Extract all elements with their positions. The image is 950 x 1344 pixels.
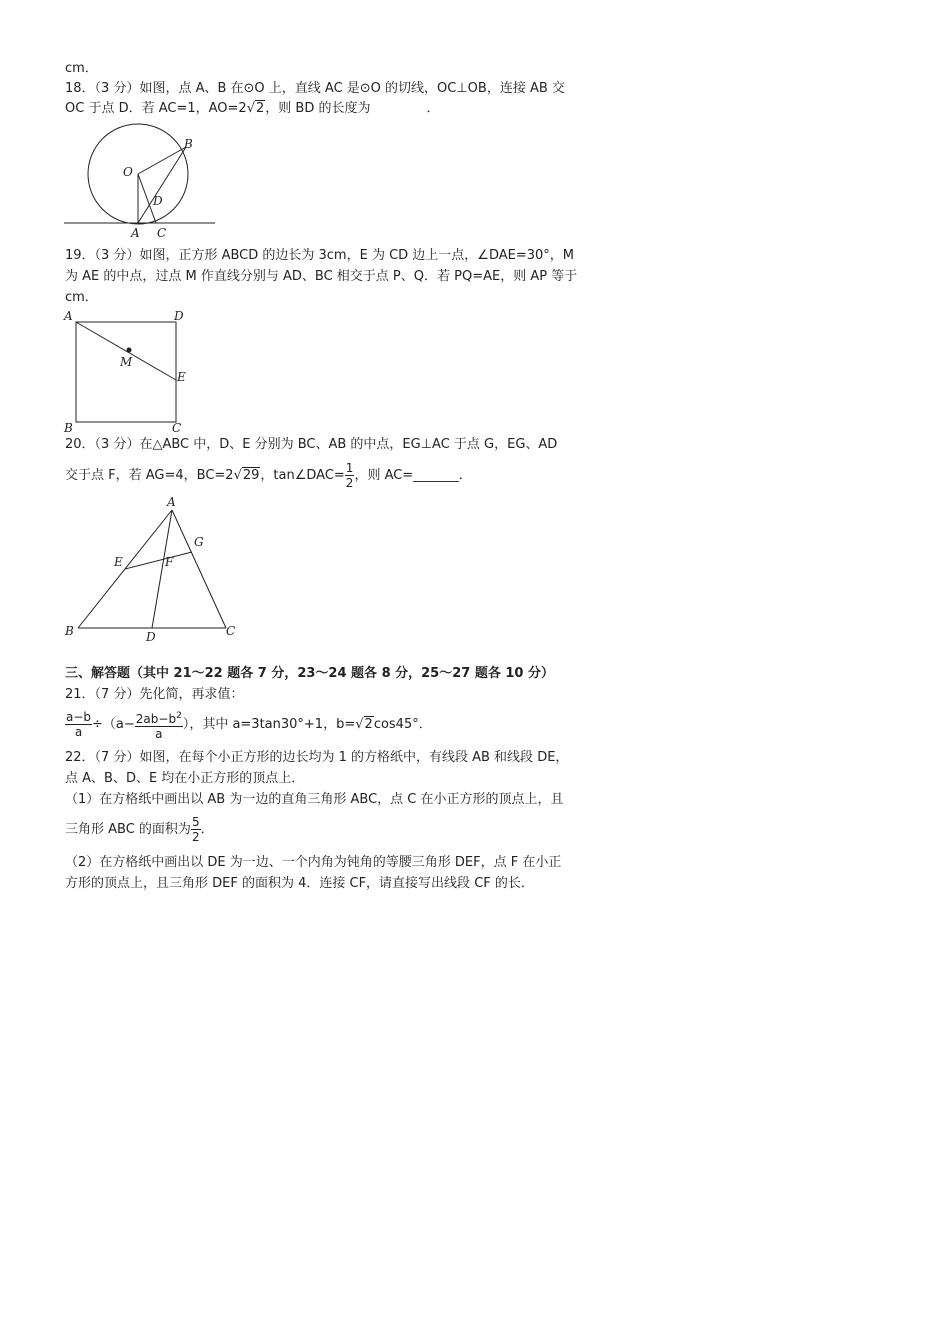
q20-frac-den: 2 [345,476,354,490]
q18-line2: OC 于点 D．若 AC=1，AO=2√2，则 BD 的长度为 ． [65,101,440,116]
q19-figure [60,308,200,433]
q19-label-m: M [120,355,133,369]
q18-label-c: C [157,226,167,240]
q19-line1: 19．（3 分）如图，正方形 ABCD 的边长为 3cm，E 为 CD 边上一点，∠DAE=30°，M [65,248,574,263]
q20-line1: 20．（3 分）在△ABC 中，D、E 分别为 BC、AB 的中点，EG⊥AC 于点 G，EG、AD [65,437,558,452]
q18-figure [60,120,220,242]
q20-sqrt-value: 29 [242,468,260,483]
q21-f2-sup: 2 [176,710,182,721]
q20-label-b: B [65,624,74,638]
q22-frac-num: 5 [191,815,200,829]
q20-label-e: E [114,555,123,569]
q19-line2: 为 AE 的中点，过点 M 作直线分别与 AD、BC 相交于点 P、Q．若 PQ=AE，则 AP 等于 [65,269,578,284]
q20-label-c: C [226,624,236,638]
q21-f2-num-text: 2ab−b [135,711,177,726]
q22-line3: （1）在方格纸中画出以 AB 为一边的直角三角形 ABC，点 C 在小正方形的顶点上，且 [65,792,564,807]
q21-expression: $\frac{a-b}{a}$ ÷（a− $\frac{2ab-b^2}{a}$ ），其中 a=3tan30°+1，b=√2cos45°． [66,710,432,741]
q21-f2-den: a [155,726,163,741]
q20-answer-blank: _______ [413,468,459,483]
q18-label-a: A [131,226,140,240]
q22-line4 [65,813,214,847]
q18-label-o: O [123,165,133,179]
q19-line3: cm． [65,290,98,305]
q18-label-b: B [184,137,193,151]
q18-sqrt-value: 2 [255,101,265,116]
q20-label-d: D [146,630,156,644]
q21-divide: ÷（a− [92,717,135,732]
q18-line2-post: ，则 BD 的长度为 [265,101,371,116]
q22-frac-den: 2 [191,830,200,844]
q20-line2-mid: ，tan∠DAC= [260,468,345,483]
q20-label-a: A [167,495,176,509]
q20-line2-pre: 交于点 F，若 AG=4，BC=2 [65,468,234,483]
q18-line1: 18．（3 分）如图，点 A、B 在⊙O 上，直线 AC 是⊙O 的切线，OC⊥OB，连接 AB 交 [65,81,565,96]
q21-fraction-2 [135,709,183,741]
q19-label-a: A [64,309,73,323]
q22-fraction [191,815,201,844]
q20-figure [60,494,240,642]
q19-label-d: D [174,309,184,323]
q21-line1: 21．（7 分）先化简，再求值： [65,687,244,702]
section-3-heading: 三、解答题（其中 21～22 题各 7 分，23～24 题各 8 分，25～27 题各 10 分） [65,666,554,681]
q20-fraction [345,461,355,490]
q22-line5: （2）在方格纸中画出以 DE 为一边、一个内角为钝角的等腰三角形 DEF，点 F 在小正 [65,855,562,870]
q19-label-e: E [177,370,186,384]
q22-line6: 方形的顶点上，且三角形 DEF 的面积为 4．连接 CF，请直接写出线段 CF 的长． [65,876,534,891]
q20-label-g: G [194,535,204,549]
q22-line4-post: ． [200,822,214,837]
q20-frac-num: 1 [345,461,354,475]
q18-line2-pre: OC 于点 D．若 AC=1，AO=2 [65,101,247,116]
q20-line2-end: ． [458,468,472,483]
q18-line2-end: ． [426,101,440,116]
q21-fraction-1 [65,710,92,739]
q20-line2: 交于点 F，若 AG=4，BC=2√29，tan∠DAC= $\frac{1}{2}$ ，则 AC=_______． [65,461,472,490]
q22-line4-pre: 三角形 ABC 的面积为 [65,822,191,837]
q18-label-d: D [153,194,163,208]
q21-f1-num: a−b [66,710,92,724]
q21-f2-num [135,709,183,727]
q21-tail: cos45°． [373,717,432,732]
q20-label-f: F [165,555,174,569]
q21-sqrt-value: 2 [364,717,373,732]
q22-line1: 22．（7 分）如图，在每个小正方形的边长均为 1 的方格纸中，有线段 AB 和线段 DE， [65,750,569,765]
q22-line2: 点 A、B、D、E 均在小正方形的顶点上． [65,771,305,786]
q17-tail: cm． [65,61,98,76]
q19-label-c: C [172,421,182,435]
q21-post: ），其中 a=3tan30°+1，b= [182,717,356,732]
q20-line2-post: ，则 AC= [354,468,414,483]
q21-f1-den: a [74,725,83,739]
q19-label-b: B [64,421,73,435]
